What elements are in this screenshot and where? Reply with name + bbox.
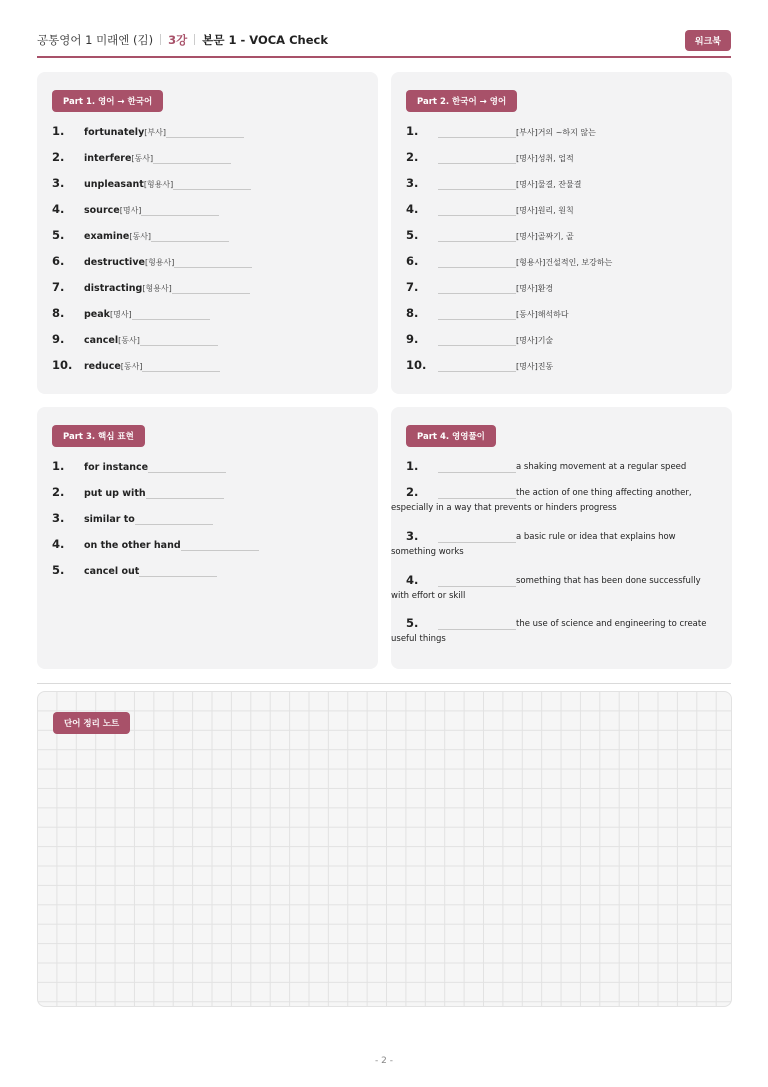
key-phrase — [84, 488, 224, 499]
korean-meaning: [명사]기술 — [516, 336, 554, 345]
answer-blank[interactable] — [139, 566, 217, 577]
vocab-item — [406, 176, 722, 194]
item-number: 10. — [52, 358, 73, 372]
english-word — [84, 127, 244, 138]
definition-text: a basic rule or idea that explains how — [516, 532, 676, 542]
section-divider — [37, 683, 731, 684]
item-number: 7. — [406, 280, 419, 294]
part1-panel — [37, 72, 378, 394]
part4-panel — [391, 407, 732, 669]
answer-blank[interactable] — [146, 488, 224, 499]
answer-blank[interactable] — [438, 361, 516, 372]
word-text: distracting — [84, 283, 143, 294]
answer-blank[interactable] — [142, 361, 220, 372]
phrase-item — [52, 537, 368, 555]
page-header — [37, 28, 731, 58]
item-number: 3. — [406, 176, 419, 190]
item-number: 9. — [406, 332, 419, 346]
part-of-speech: [동사] — [131, 154, 154, 163]
vocab-item — [52, 306, 368, 324]
item-number: 4. — [406, 573, 419, 587]
word-text: interfere — [84, 153, 132, 164]
vocab-item — [406, 228, 722, 246]
vocab-item — [406, 280, 722, 298]
answer-blank[interactable] — [173, 179, 251, 190]
vocab-item — [406, 150, 722, 168]
definition-text: a shaking movement at a regular speed — [516, 462, 687, 472]
definition-text: something that has been done successfully — [516, 576, 701, 586]
vocab-item — [52, 280, 368, 298]
word-text: source — [84, 205, 120, 216]
word-text: peak — [84, 309, 110, 320]
phrase-item — [52, 485, 368, 503]
part2-panel — [391, 72, 732, 394]
answer-blank[interactable] — [438, 488, 516, 499]
definition-first-line — [406, 573, 724, 591]
item-number: 4. — [52, 537, 65, 551]
page-number: - 2 - — [375, 1056, 393, 1066]
item-number: 1. — [406, 124, 419, 138]
vocab-notes-grid — [37, 691, 732, 1007]
part4-label: Part 4. 영영풀이 — [406, 425, 496, 447]
vocab-item — [406, 124, 722, 142]
answer-blank[interactable] — [438, 231, 516, 242]
item-number: 4. — [406, 202, 419, 216]
part-of-speech: [동사] — [120, 362, 143, 371]
definition-text: the use of science and engineering to create — [516, 619, 707, 629]
item-number: 8. — [406, 306, 419, 320]
answer-blank[interactable] — [172, 283, 250, 294]
key-phrase — [84, 462, 226, 473]
answer-blank[interactable] — [135, 514, 213, 525]
header-divider — [160, 34, 161, 45]
answer-blank[interactable] — [438, 335, 516, 346]
part1-label: Part 1. 영어 → 한국어 — [52, 90, 163, 112]
vocab-item — [52, 150, 368, 168]
header-breadcrumb — [37, 32, 328, 48]
korean-meaning: [형용사]건설적인, 보강하는 — [516, 258, 613, 267]
item-number: 8. — [52, 306, 65, 320]
item-number: 2. — [52, 150, 65, 164]
course-name: 공통영어 1 미래엔 (김) — [37, 33, 154, 47]
phrase-text: on the other hand — [84, 540, 181, 551]
part-of-speech: [형용사] — [144, 258, 175, 267]
english-word — [84, 179, 251, 190]
vocab-item — [52, 228, 368, 246]
part2-label: Part 2. 한국어 → 영어 — [406, 90, 517, 112]
definition-first-line — [406, 485, 724, 503]
answer-blank[interactable] — [148, 462, 226, 473]
header-divider — [194, 34, 195, 45]
phrase-item — [52, 459, 368, 477]
vocab-item — [52, 332, 368, 350]
phrase-text: cancel out — [84, 566, 140, 577]
definition-item — [391, 485, 724, 513]
definition-continued: useful things — [391, 634, 446, 644]
english-word — [84, 283, 250, 294]
answer-blank[interactable] — [438, 127, 516, 138]
item-number: 5. — [406, 228, 419, 242]
answer-blank[interactable] — [181, 540, 259, 551]
part-of-speech: [명사] — [109, 310, 132, 319]
vocab-item — [52, 254, 368, 272]
answer-blank[interactable] — [438, 283, 516, 294]
part3-label: Part 3. 핵심 표현 — [52, 425, 145, 447]
item-number: 3. — [52, 176, 65, 190]
word-text: destructive — [84, 257, 145, 268]
word-text: examine — [84, 231, 130, 242]
phrase-item — [52, 511, 368, 529]
definition-item — [391, 529, 724, 557]
item-number: 5. — [406, 616, 419, 630]
word-text: cancel — [84, 335, 119, 346]
answer-blank[interactable] — [438, 205, 516, 216]
answer-blank[interactable] — [438, 179, 516, 190]
definition-text: the action of one thing affecting another, — [516, 488, 692, 498]
part-of-speech: [동사] — [129, 232, 152, 241]
phrase-item — [52, 563, 368, 581]
definition-continued: especially in a way that prevents or hinders progress — [391, 503, 617, 513]
item-number: 6. — [406, 254, 419, 268]
vocab-item — [406, 254, 722, 272]
answer-blank[interactable] — [151, 231, 229, 242]
vocab-item — [406, 332, 722, 350]
word-text: unpleasant — [84, 179, 144, 190]
answer-blank[interactable] — [438, 532, 516, 543]
item-number: 5. — [52, 228, 65, 242]
english-word — [84, 231, 229, 242]
korean-meaning: [명사]골짜기, 골 — [516, 232, 574, 241]
item-number: 9. — [52, 332, 65, 346]
workbook-badge: 워크북 — [685, 30, 731, 51]
english-word — [84, 361, 220, 372]
definition-continued: with effort or skill — [391, 591, 466, 601]
vocab-item — [406, 358, 722, 376]
item-number: 1. — [52, 124, 65, 138]
answer-blank[interactable] — [141, 205, 219, 216]
vocab-item — [52, 358, 368, 376]
part-of-speech: [명사] — [119, 206, 142, 215]
item-number: 1. — [52, 459, 65, 473]
answer-blank[interactable] — [438, 619, 516, 630]
item-number: 4. — [52, 202, 65, 216]
item-number: 2. — [406, 485, 419, 499]
part-of-speech: [형용사] — [143, 180, 174, 189]
word-text: fortunately — [84, 127, 145, 138]
korean-meaning: [명사]물결, 잔물결 — [516, 180, 582, 189]
part-of-speech: [부사] — [144, 128, 166, 137]
answer-blank[interactable] — [132, 309, 210, 320]
english-word — [84, 309, 210, 320]
part3-panel — [37, 407, 378, 669]
definition-first-line — [406, 616, 724, 634]
korean-meaning: [명사]성취, 업적 — [516, 154, 574, 163]
answer-blank[interactable] — [438, 257, 516, 268]
answer-blank[interactable] — [140, 335, 218, 346]
page-title: 본문 1 - VOCA Check — [202, 33, 328, 47]
korean-meaning: [동사]해석하다 — [516, 310, 569, 319]
vocab-item — [52, 176, 368, 194]
phrase-text: put up with — [84, 488, 146, 499]
item-number: 3. — [52, 511, 65, 525]
vocab-item — [406, 202, 722, 220]
korean-meaning: [명사]원리, 원칙 — [516, 206, 574, 215]
definition-item — [391, 573, 724, 601]
vocab-item — [406, 306, 722, 324]
item-number: 1. — [406, 459, 419, 473]
answer-blank[interactable] — [438, 462, 516, 473]
item-number: 2. — [52, 485, 65, 499]
english-word — [84, 335, 218, 346]
notes-label: 단어 정리 노트 — [53, 712, 130, 734]
item-number: 7. — [52, 280, 65, 294]
korean-meaning: [명사]진동 — [516, 362, 554, 371]
definition-first-line — [406, 459, 724, 477]
item-number: 5. — [52, 563, 65, 577]
key-phrase — [84, 514, 213, 525]
answer-blank[interactable] — [153, 153, 231, 164]
answer-blank[interactable] — [438, 153, 516, 164]
answer-blank[interactable] — [438, 576, 516, 587]
definition-continued: something works — [391, 547, 464, 557]
definition-item — [406, 459, 724, 477]
key-phrase — [84, 540, 259, 551]
part-of-speech: [형용사] — [142, 284, 172, 293]
lesson-number: 3강 — [168, 33, 188, 47]
item-number: 2. — [406, 150, 419, 164]
item-number: 10. — [406, 358, 427, 372]
part-of-speech: [동사] — [118, 336, 140, 345]
phrase-text: similar to — [84, 514, 135, 525]
answer-blank[interactable] — [438, 309, 516, 320]
item-number: 3. — [406, 529, 419, 543]
english-word — [84, 257, 252, 268]
vocab-item — [52, 124, 368, 142]
word-text: reduce — [84, 361, 121, 372]
english-word — [84, 153, 231, 164]
phrase-text: for instance — [84, 462, 149, 473]
answer-blank[interactable] — [166, 127, 244, 138]
korean-meaning: [부사]거의 ~하지 않는 — [516, 128, 596, 137]
korean-meaning: [명사]환경 — [516, 284, 554, 293]
answer-blank[interactable] — [174, 257, 252, 268]
vocab-item — [52, 202, 368, 220]
definition-first-line — [406, 529, 724, 547]
item-number: 6. — [52, 254, 65, 268]
key-phrase — [84, 566, 217, 577]
english-word — [84, 205, 219, 216]
definition-item — [391, 616, 724, 644]
